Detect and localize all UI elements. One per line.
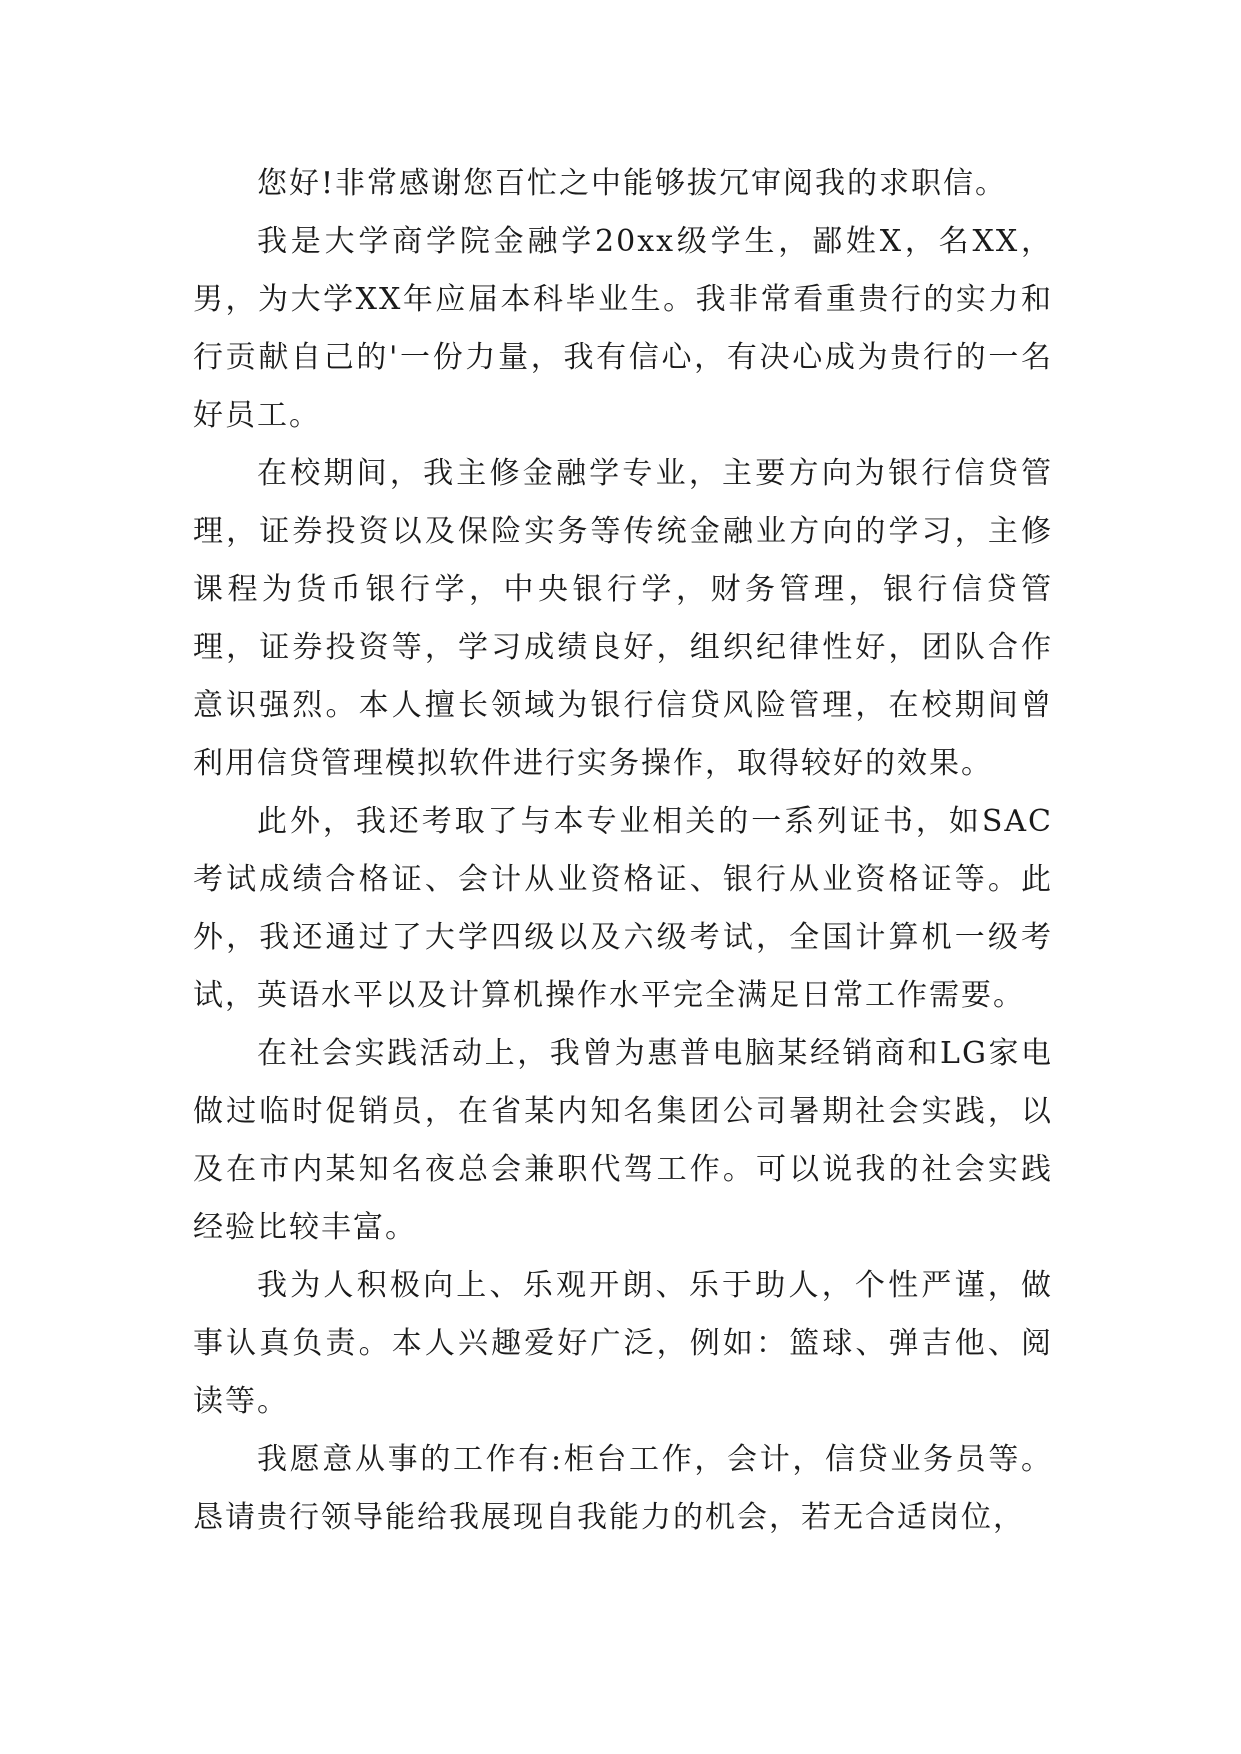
letter-body xyxy=(193,155,1053,1547)
paragraph-certificates: 此外，我还考取了与本专业相关的一系列证书，如SAC考试成绩合格证、会计从业资格证、银行从业资格证等。此外，我还通过了大学四级以及六级考试，全国计算机一级考试，英语水平以及计算机操作水平完全满足日常工作需要。 xyxy=(193,804,1053,1013)
paragraph-personality: 我为人积极向上、乐观开朗、乐于助人，个性严谨，做事认真负责。本人兴趣爱好广泛，例如：篮球、弹吉他、阅读等。 xyxy=(193,1268,1053,1419)
paragraph-education: 在校期间，我主修金融学专业，主要方向为银行信贷管理，证券投资以及保险实务等传统金融业方向的学习，主修课程为货币银行学，中央银行学，财务管理，银行信贷管理，证券投资等，学习成绩良好，组织纪律性好，团队合作意识强烈。本人擅长领域为银行信贷风险管理，在校期间曾利用信贷管理模拟软件进行实务操作，取得较好的效果。 xyxy=(193,456,1053,781)
paragraph-practice: 在社会实践活动上，我曾为惠普电脑某经销商和LG家电做过临时促销员，在省某内知名集团公司暑期社会实践，以及在市内某知名夜总会兼职代驾工作。可以说我的社会实践经验比较丰富。 xyxy=(193,1036,1053,1245)
paragraph-introduction: 我是大学商学院金融学20xx级学生，鄙姓X，名XX，男，为大学XX年应届本科毕业生。我非常看重贵行的实力和行贡献自己的'一份力量，我有信心，有决心成为贵行的一名好员工。 xyxy=(193,224,1053,433)
paragraph-greeting: 您好!非常感谢您百忙之中能够拔冗审阅我的求职信。 xyxy=(257,166,1008,201)
paragraph-job-preference: 我愿意从事的工作有:柜台工作，会计，信贷业务员等。恳请贵行领导能给我展现自我能力的机会，若无合适岗位， xyxy=(193,1442,1053,1535)
